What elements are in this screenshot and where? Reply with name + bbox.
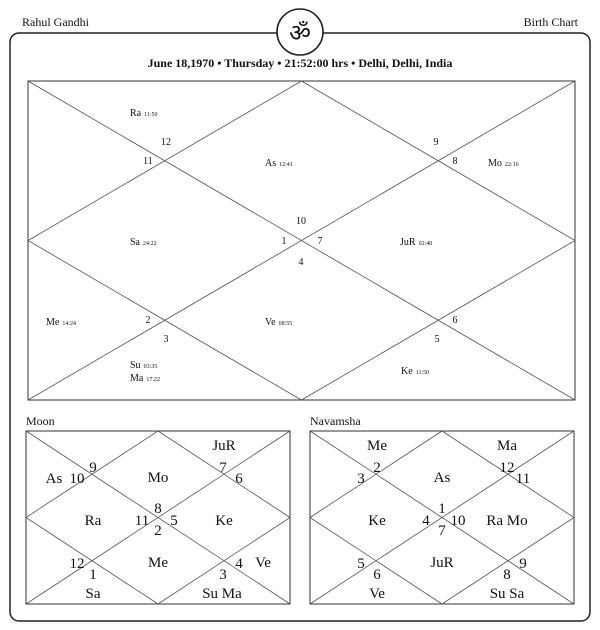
planet-label: Ra Mo [486,513,528,529]
house-number: 5 [170,513,178,529]
house-number: 9 [519,556,527,572]
house-number: 3 [219,567,227,583]
house-number: 3 [357,471,365,487]
house-number: 2 [154,523,162,539]
planet-label: Me [367,438,387,454]
house-number: 11 [515,471,531,487]
house-number: 2 [145,315,151,326]
house-number: 8 [154,501,162,517]
house-number: 9 [89,460,97,476]
house-number: 4 [298,257,304,268]
planet-label: Ra [84,513,102,529]
house-number: 11 [134,513,150,529]
om-emblem [277,9,323,55]
house-number: 6 [452,315,458,326]
house-number: 4 [422,513,430,529]
planet-label: Mo 22:16 [488,158,519,169]
house-number: 7 [219,460,227,476]
house-number: 12 [69,556,85,572]
planet-label: Ma 17:22 [130,373,161,384]
house-number: 6 [373,567,381,583]
planet-label: Ve [255,555,271,571]
house-number: 1 [438,501,446,517]
navamsha-chart [310,431,574,604]
house-number: 12 [499,460,515,476]
house-number: 5 [434,334,440,345]
planet-label: JuR 02:40 [400,237,433,248]
house-number: 10 [450,513,466,529]
om-icon: ॐ [289,19,311,47]
moon-chart [26,431,290,604]
planet-label: Me [148,555,168,571]
planet-label: JuR [212,438,236,454]
planet-label: JuR [430,555,454,571]
navamsha-chart-title: Navamsha [310,414,361,428]
house-number: 1 [89,567,97,583]
planet-label: As [45,471,63,487]
house-number: 8 [503,567,511,583]
planet-label: Ke [215,513,233,529]
planet-label: As 12:41 [265,158,293,169]
birth-chart [28,81,575,400]
house-number: 12 [161,137,171,148]
planet-label: As [433,470,451,486]
person-name: Rahul Gandhi [22,15,89,29]
planet-label: Ma [497,438,517,454]
house-number: 7 [317,236,323,247]
house-number: 4 [235,556,243,572]
house-number: 7 [438,523,446,539]
planet-label: Me 14:24 [46,317,77,328]
house-number: 5 [357,556,365,572]
house-number: 8 [452,156,458,167]
house-number: 2 [373,460,381,476]
moon-chart-title: Moon [26,414,55,428]
planet-label: Su 03:35 [130,360,158,371]
house-number: 11 [143,156,153,167]
house-number: 3 [163,334,169,345]
planet-label: Ke 11:50 [401,366,430,377]
planet-label: Mo [147,470,169,486]
house-number: 10 [296,216,306,227]
house-number: 9 [433,137,439,148]
house-number: 10 [69,471,85,487]
planet-label: Ra 11:50 [130,108,158,119]
planet-label: Ve [369,586,385,602]
planet-label: Ve 08:55 [265,317,293,328]
planet-label: Sa 24:22 [130,237,157,248]
planet-label: Sa [85,586,101,602]
house-number: 6 [235,471,243,487]
birth-details: June 18,1970 • Thursday • 21:52:00 hrs • Delhi, Delhi, India [147,56,453,70]
planet-label: Ke [368,513,386,529]
chart-label: Birth Chart [523,15,578,29]
planet-label: Su Sa [489,586,525,602]
house-number: 1 [281,236,287,247]
planet-label: Su Ma [202,586,242,602]
